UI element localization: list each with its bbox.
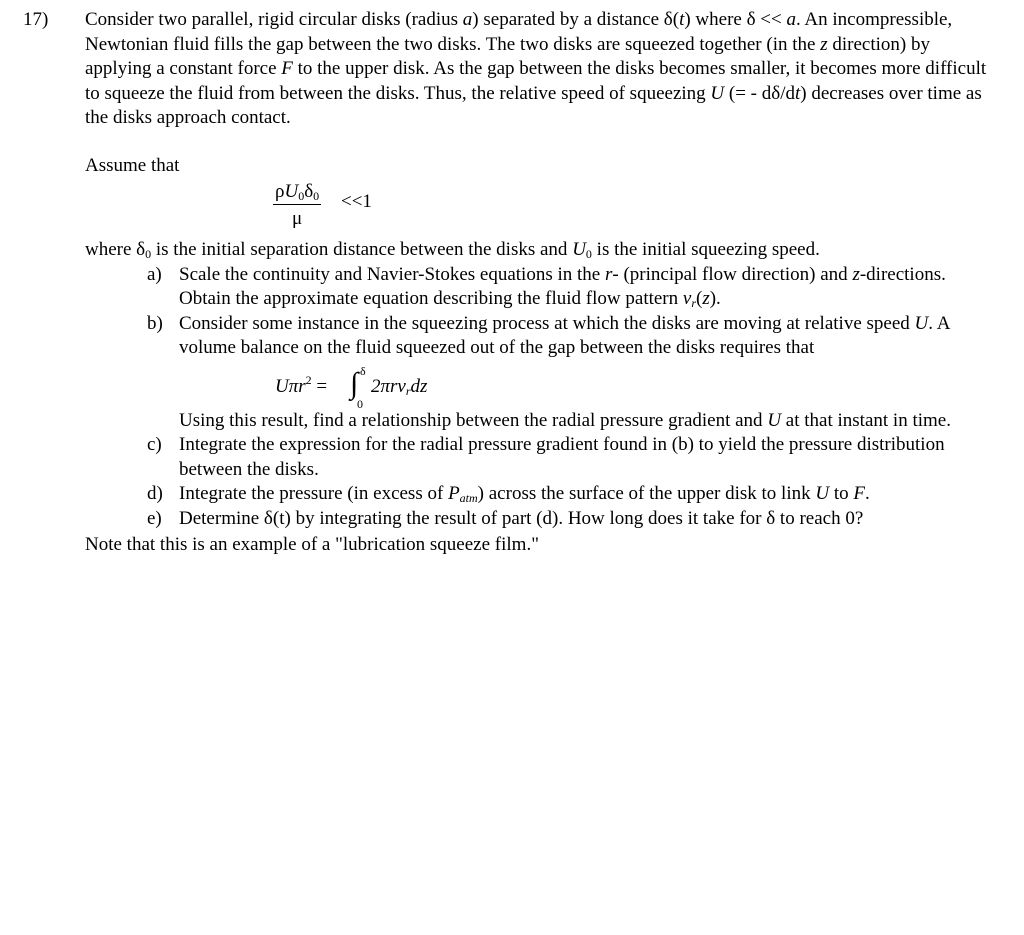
- integral-lower-limit: 0: [357, 396, 363, 411]
- where-line: where $\delta_0$ is the initial separation distance between the disks and $U_0$ is the initial squeezing speed.: [85, 239, 820, 261]
- volume-balance-equation: Uπr$^2$ = ∫ δ 0 2πrv$_r$dz: [275, 363, 428, 411]
- part-label: b): [147, 312, 163, 334]
- part-label: e): [147, 507, 162, 529]
- part-label: a): [147, 263, 162, 285]
- assumption-equation: [85, 178, 990, 238]
- part-b: b) Consider some instance in the squeezing process at which the disks are moving at relative speed U. A volume balance on the fluid squeezed out of the gap between the disks requires that Uπr$^2$ = ∫ δ 0 2πrv$_r$dz Using this result, find a relationship between the radial pressure gradient and U at that instant in time.: [85, 312, 990, 434]
- fraction-numerator: $\rho U_0\delta_0$: [275, 181, 320, 203]
- integrand: 2πrv$_r$dz: [371, 375, 428, 398]
- assume-line: Assume that: [85, 154, 180, 176]
- inequality-rhs: <<1: [341, 191, 372, 212]
- problem-body: [85, 8, 990, 558]
- reynolds-fraction: [273, 180, 321, 233]
- part-c: c) Integrate the expression for the radial pressure gradient found in (b) to yield the pressure distribution between the disks.: [147, 434, 945, 480]
- part-label: d): [147, 483, 163, 504]
- integral-sign: ∫: [350, 366, 359, 400]
- part-label: c): [147, 434, 162, 455]
- closing-note: Note that this is an example of a "lubrication squeeze film.": [85, 534, 539, 555]
- problem-number: 17): [23, 9, 49, 30]
- part-e: e) Determine δ(t) by integrating the result of part (d). How long does it take for δ to reach 0?: [85, 507, 990, 532]
- part-a: a) Scale the continuity and Navier-Stokes equations in the r- (principal flow direction) and z-directions. Obtain the approximate equation describing the fluid flow pattern $v_r(z)$.: [147, 263, 946, 310]
- problem-intro: Consider two parallel, rigid circular disks (radius a) separated by a distance δ(t) where δ << a. An incompressible, Newtonian fluid fills the gap between the two disks. The two disks are squeezed together (in the z direction) by applying a constant force F to the upper disk. As the gap between the disks becomes smaller, it becomes more difficult to squeeze the fluid from between the disks. Thus, the relative speed of squeezing U (= - dδ/dt) decreases over time as the disks approach contact.: [85, 9, 987, 128]
- integral-upper-limit: δ: [360, 363, 366, 378]
- fraction-denominator: μ: [291, 208, 303, 229]
- parts-list: [85, 263, 990, 532]
- part-d: d) Integrate the pressure (in excess of $P_{atm}$) across the surface of the upper disk to link U to F.: [147, 483, 870, 505]
